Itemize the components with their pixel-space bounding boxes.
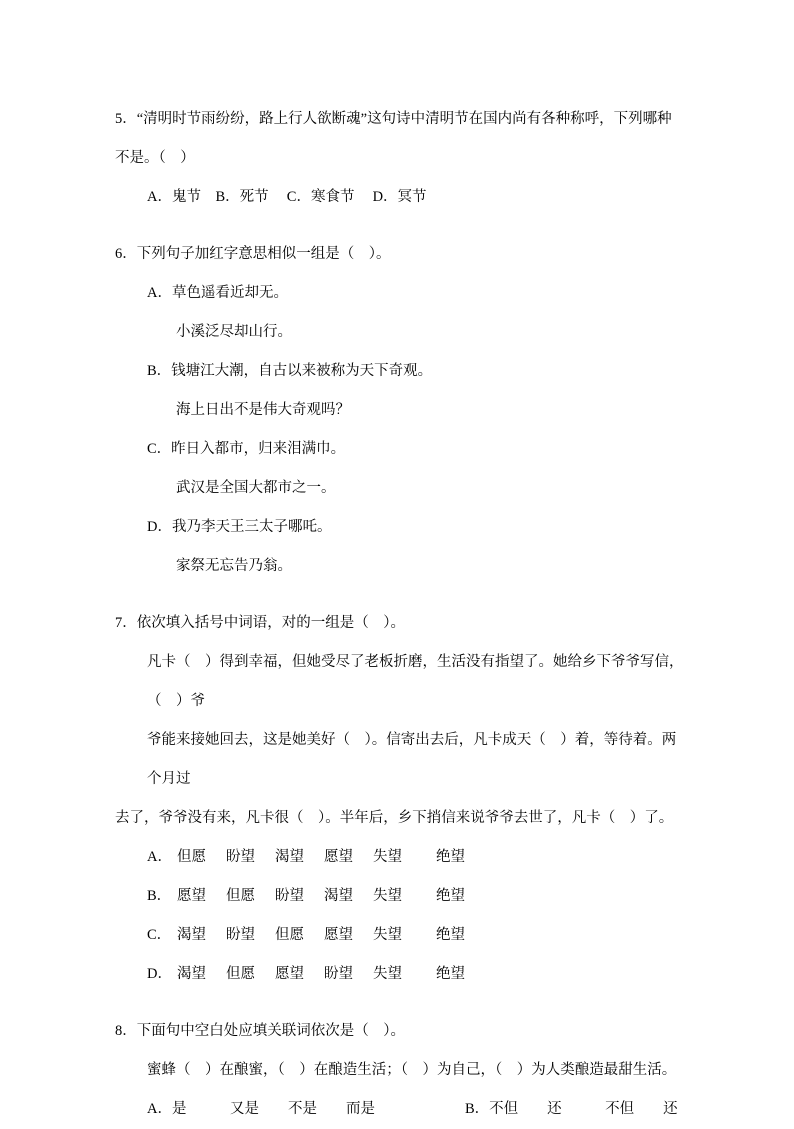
question-5-options: A．鬼节 B．死节 C．寒食节 D．冥节: [147, 189, 427, 205]
question-7-passage-line-2: 爷能来接她回去，这是她美好（ ）。信寄出去后，凡卡成天（ ）着，等待着。两个月过: [147, 732, 677, 787]
question-6-stem: 6．下列句子加红字意思相似一组是（ ）。: [115, 246, 391, 262]
option-word: 绝望: [436, 966, 465, 982]
question-6-option-c-line-1: C．昨日入都市，归来泪满巾。: [147, 441, 346, 457]
question-7-passage-line-1: 凡卡（ ）得到幸福，但她受尽了老板折磨，生活没有指望了。她给乡下爷爷写信，（ ）爷: [147, 654, 684, 709]
option-word: 愿望: [177, 888, 206, 904]
option-word: 渴望: [177, 927, 206, 943]
option-word: 失望: [373, 966, 402, 982]
option-word: 愿望: [275, 966, 304, 982]
question-5: [115, 100, 684, 217]
option-word: 盼望: [275, 888, 304, 904]
option-word: 绝望: [436, 888, 465, 904]
option-word: 失望: [373, 927, 402, 943]
option-label: A．: [147, 849, 172, 865]
option-word: 愿望: [324, 927, 353, 943]
question-7-option-d: [115, 955, 684, 994]
option-word: 失望: [373, 849, 402, 865]
question-6-option-a-line-2: 小溪泛尽却山行。: [176, 324, 292, 340]
question-8: [115, 1012, 684, 1129]
question-7: [115, 604, 684, 994]
option-word: 渴望: [275, 849, 304, 865]
option-label: B．: [147, 888, 172, 904]
question-6-option-b-line-1: B．钱塘江大潮，自古以来被称为天下奇观。: [147, 363, 433, 379]
question-5-stem-line-2: 不是。（ ）: [115, 150, 195, 166]
question-8-stem: 8．下面句中空白处应填关联词依次是（ ）。: [115, 1023, 405, 1039]
option-word: 渴望: [177, 966, 206, 982]
question-8-option-b: B．不但 还 不但 还: [465, 1101, 678, 1117]
option-word: 但愿: [226, 888, 255, 904]
option-word: 盼望: [226, 927, 255, 943]
question-7-passage-line-3: 去了，爷爷没有来，凡卡很（ ）。半年后，乡下捎信来说爷爷去世了，凡卡（ ）了。: [115, 810, 674, 826]
option-label: C．: [147, 927, 172, 943]
question-8-sentence: 蜜蜂（ ）在酿蜜，（ ）在酿造生活；（ ）为自己，（ ）为人类酿造最甜生活。: [147, 1062, 677, 1078]
option-word: 盼望: [226, 849, 255, 865]
question-8-option-a: A．是 又是 不是 而是: [147, 1101, 375, 1117]
option-label: D．: [147, 966, 172, 982]
question-7-option-b: [115, 877, 684, 916]
question-6-option-c-line-2: 武汉是全国大都市之一。: [176, 480, 336, 496]
question-8-options: [115, 1090, 684, 1129]
question-6: [115, 235, 684, 586]
question-6-option-a-line-1: A．草色遥看近却无。: [147, 285, 288, 301]
question-6-option-d-line-1: D．我乃李天王三太子哪吒。: [147, 519, 332, 535]
question-5-stem-line-1: 5．“清明时节雨纷纷，路上行人欲断魂”这句诗中清明节在国内尚有各种称呼，下列哪种: [115, 111, 672, 127]
option-word: 但愿: [275, 927, 304, 943]
option-word: 盼望: [324, 966, 353, 982]
option-word: 但愿: [226, 966, 255, 982]
option-word: 绝望: [436, 927, 465, 943]
question-7-option-c: [115, 916, 684, 955]
option-word: 但愿: [177, 849, 206, 865]
option-word: 失望: [373, 888, 402, 904]
question-7-stem: 7．依次填入括号中词语，对的一组是（ ）。: [115, 615, 405, 631]
question-6-option-d-line-2: 家祭无忘告乃翁。: [176, 558, 292, 574]
option-word: 愿望: [324, 849, 353, 865]
question-6-option-b-line-2: 海上日出不是伟大奇观吗？: [176, 402, 350, 418]
option-word: 渴望: [324, 888, 353, 904]
question-7-option-a: [115, 838, 684, 877]
option-word: 绝望: [436, 849, 465, 865]
